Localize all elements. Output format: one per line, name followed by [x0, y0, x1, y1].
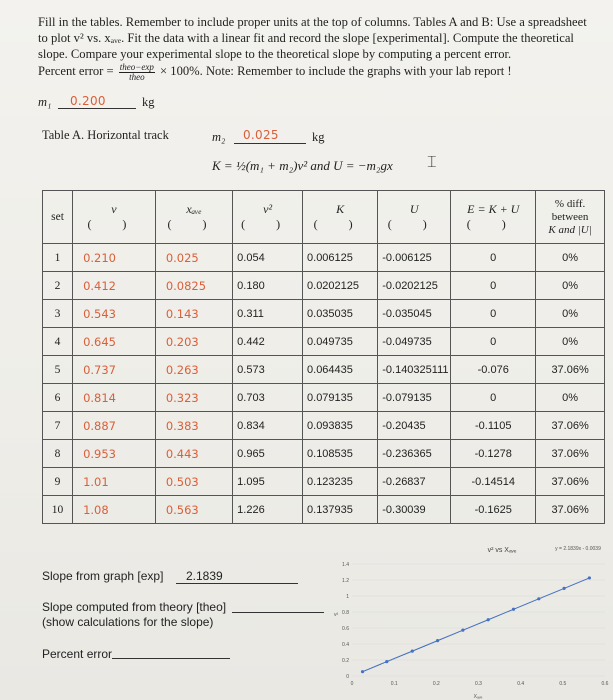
cell-u[interactable]: -0.140325111 [378, 356, 451, 384]
chart-y-tick-label: 1.2 [342, 578, 349, 584]
table-row [43, 496, 605, 524]
cell-u[interactable]: -0.20435 [378, 412, 451, 440]
chart-x-tick-label: 0.1 [390, 681, 398, 687]
cell-e[interactable]: 0 [451, 244, 536, 272]
cell-e[interactable]: 0 [451, 300, 536, 328]
chart-data-point [487, 618, 490, 621]
chart-data-point [562, 587, 565, 590]
cell-set: 2 [43, 272, 73, 300]
v2-vs-xave-chart [330, 540, 613, 700]
cell-e[interactable]: -0.14514 [451, 468, 536, 496]
cell-u[interactable]: -0.035045 [378, 300, 451, 328]
chart-y-tick-label: 1 [346, 594, 349, 600]
m2-underline [234, 143, 306, 144]
header-e: E = K + U ( ) [451, 191, 536, 244]
cell-v[interactable]: 0.210 [73, 244, 156, 272]
cell-u[interactable]: -0.26837 [378, 468, 451, 496]
chart-y-tick-label: 0.4 [342, 642, 349, 648]
cell-u[interactable]: -0.049735 [378, 328, 451, 356]
header-percent-diff: % diff. between K and |U| [536, 191, 605, 244]
cell-e[interactable]: 0 [451, 272, 536, 300]
cell-k[interactable]: 0.123235 [303, 468, 378, 496]
cell-v2[interactable]: 0.834 [233, 412, 303, 440]
cell-v[interactable]: 0.412 [73, 272, 156, 300]
header-x-ave: xₐᵥₑ ( ) [155, 191, 232, 244]
chart-y-axis-label: v² [334, 612, 339, 618]
chart-x-tick-label: 0.6 [601, 681, 609, 687]
cell-v2[interactable]: 0.311 [233, 300, 303, 328]
chart-data-point [461, 629, 464, 632]
chart-data-point [411, 650, 414, 653]
cell-e[interactable]: 0 [451, 328, 536, 356]
slope-exp-value[interactable]: 2.1839 [186, 569, 223, 583]
cell-v2[interactable]: 1.226 [233, 496, 303, 524]
cell-x[interactable]: 0.0825 [155, 272, 232, 300]
instructions [38, 14, 598, 82]
m2-value[interactable]: 0.025 [243, 128, 279, 142]
percent-error-field-label: Percent error [42, 647, 113, 661]
chart-trendline-label: y = 2.1839x - 0.0039 [555, 546, 601, 552]
cell-set: 3 [43, 300, 73, 328]
cell-set: 1 [43, 244, 73, 272]
table-row [43, 440, 605, 468]
cell-k[interactable]: 0.079135 [303, 384, 378, 412]
cell-k[interactable]: 0.064435 [303, 356, 378, 384]
chart-x-tick-label: 0.2 [432, 681, 440, 687]
cell-diff[interactable]: 37.06% [536, 440, 605, 468]
cell-v[interactable]: 0.737 [73, 356, 156, 384]
chart-title: v² vs Xₐᵥₑ [487, 547, 517, 554]
table-row [43, 356, 605, 384]
header-v-squared: v² ( ) [233, 191, 303, 244]
table-a-title: Table A. Horizontal track [42, 128, 169, 142]
chart-y-tick-label: 0.2 [342, 658, 349, 664]
cell-diff[interactable]: 0% [536, 272, 605, 300]
table-a [42, 190, 605, 524]
fraction-denominator: theo [129, 72, 145, 82]
table-row [43, 384, 605, 412]
chart-x-tick-label: 0 [350, 681, 354, 687]
slope-exp-label: Slope from graph [exp] [42, 569, 164, 583]
cell-x[interactable]: 0.443 [155, 440, 232, 468]
fraction-numerator: theo−exp [119, 62, 154, 72]
table-row [43, 412, 605, 440]
m1-unit: kg [142, 95, 155, 109]
cell-set: 7 [43, 412, 73, 440]
slope-theo-label-1: Slope computed from theory [theo] [42, 600, 227, 614]
percent-error-fraction [119, 62, 155, 82]
slope-theo-underline[interactable] [232, 612, 324, 613]
cell-k[interactable]: 0.108535 [303, 440, 378, 468]
chart-x-axis-label: Xₐᵥₑ [473, 694, 483, 700]
energy-formula: K = ½(m₁ + m₂)v² and U = −m₂gx [212, 158, 393, 173]
cell-e[interactable]: 0 [451, 384, 536, 412]
table-header-row [43, 191, 605, 244]
cell-diff[interactable]: 37.06% [536, 356, 605, 384]
m1-label: m₁ [38, 95, 52, 109]
cell-k[interactable]: 0.093835 [303, 412, 378, 440]
percent-error-tail: × 100%. Note: Remember to include the graphs with your lab report ! [160, 63, 512, 78]
header-set: set [43, 191, 73, 244]
chart-x-tick-label: 0.5 [559, 681, 567, 687]
header-k: K ( ) [303, 191, 378, 244]
m1-underline [58, 108, 136, 109]
table-row [43, 244, 605, 272]
table-row [43, 300, 605, 328]
cell-diff[interactable]: 0% [536, 300, 605, 328]
cell-v[interactable]: 0.543 [73, 300, 156, 328]
cell-x[interactable]: 0.263 [155, 356, 232, 384]
cell-v2[interactable]: 0.442 [233, 328, 303, 356]
chart-data-point [588, 576, 591, 579]
m1-value[interactable]: 0.200 [70, 94, 106, 108]
cell-v[interactable]: 1.01 [73, 468, 156, 496]
chart-data-point [537, 597, 540, 600]
cell-k[interactable]: 0.049735 [303, 328, 378, 356]
cell-e[interactable]: -0.1625 [451, 496, 536, 524]
cell-v[interactable]: 1.08 [73, 496, 156, 524]
cell-u[interactable]: -0.30039 [378, 496, 451, 524]
cell-e[interactable]: -0.1278 [451, 440, 536, 468]
cell-v2[interactable]: 0.054 [233, 244, 303, 272]
cell-x[interactable]: 0.323 [155, 384, 232, 412]
cell-set: 10 [43, 496, 73, 524]
chart-data-point [385, 660, 388, 663]
instruction-line-2: to plot v² vs. xₐᵥₑ. Fit the data with a linear fit and record the slope [experimental]. Compute the theoretical [38, 31, 574, 45]
table-row [43, 272, 605, 300]
cell-v2[interactable]: 1.095 [233, 468, 303, 496]
cell-k[interactable]: 0.0202125 [303, 272, 378, 300]
slope-exp-underline [176, 583, 298, 584]
cell-x[interactable]: 0.383 [155, 412, 232, 440]
cell-e[interactable]: -0.1105 [451, 412, 536, 440]
cell-u[interactable]: -0.079135 [378, 384, 451, 412]
cell-set: 8 [43, 440, 73, 468]
chart-y-tick-label: 0 [346, 674, 349, 680]
cell-v[interactable]: 0.645 [73, 328, 156, 356]
chart-y-tick-label: 1.4 [342, 562, 349, 568]
chart-data-point [436, 639, 439, 642]
cell-diff[interactable]: 0% [536, 384, 605, 412]
cell-v[interactable]: 0.814 [73, 384, 156, 412]
cell-x[interactable]: 0.503 [155, 468, 232, 496]
cell-x[interactable]: 0.143 [155, 300, 232, 328]
cell-v2[interactable]: 0.703 [233, 384, 303, 412]
cell-diff[interactable]: 0% [536, 328, 605, 356]
cell-u[interactable]: -0.0202125 [378, 272, 451, 300]
instruction-line-1: Fill in the tables. Remember to include proper units at the top of columns. Tables A and B: Use a spreadsheet [38, 15, 587, 29]
cell-v2[interactable]: 0.965 [233, 440, 303, 468]
cell-k[interactable]: 0.006125 [303, 244, 378, 272]
table-row [43, 468, 605, 496]
cell-u[interactable]: -0.006125 [378, 244, 451, 272]
m2-label: m₂ [212, 130, 226, 144]
chart-y-tick-label: 0.8 [342, 610, 349, 616]
chart-x-tick-label: 0.4 [517, 681, 525, 687]
cell-diff[interactable]: 37.06% [536, 468, 605, 496]
chart-data-point [512, 608, 515, 611]
cell-diff[interactable]: 37.06% [536, 412, 605, 440]
cell-k[interactable]: 0.035035 [303, 300, 378, 328]
chart-y-tick-label: 0.6 [342, 626, 349, 632]
cell-set: 5 [43, 356, 73, 384]
chart-series-line [363, 578, 590, 672]
header-v: v ( ) [73, 191, 156, 244]
percent-error-label: Percent error = [38, 63, 114, 78]
cell-k[interactable]: 0.137935 [303, 496, 378, 524]
table-row [43, 328, 605, 356]
cell-diff[interactable]: 0% [536, 244, 605, 272]
cell-e[interactable]: -0.076 [451, 356, 536, 384]
cell-set: 6 [43, 384, 73, 412]
slope-theo-label-2: (show calculations for the slope) [42, 615, 214, 629]
cell-v2[interactable]: 0.573 [233, 356, 303, 384]
instruction-line-3: slope. Compare your experimental slope to the theoretical slope by computing a percent error. [38, 47, 512, 61]
header-u: U ( ) [378, 191, 451, 244]
text-cursor-icon: ⌶ [427, 152, 437, 171]
chart-data-point [361, 670, 364, 673]
percent-error-underline[interactable] [112, 658, 230, 659]
m2-unit: kg [312, 130, 325, 144]
cell-x[interactable]: 0.025 [155, 244, 232, 272]
percent-error-instruction [38, 62, 598, 82]
cell-diff[interactable]: 37.06% [536, 496, 605, 524]
cell-set: 4 [43, 328, 73, 356]
cell-x[interactable]: 0.563 [155, 496, 232, 524]
cell-v2[interactable]: 0.180 [233, 272, 303, 300]
cell-v[interactable]: 0.887 [73, 412, 156, 440]
cell-set: 9 [43, 468, 73, 496]
cell-x[interactable]: 0.203 [155, 328, 232, 356]
cell-u[interactable]: -0.236365 [378, 440, 451, 468]
chart-x-tick-label: 0.3 [475, 681, 482, 687]
cell-v[interactable]: 0.953 [73, 440, 156, 468]
